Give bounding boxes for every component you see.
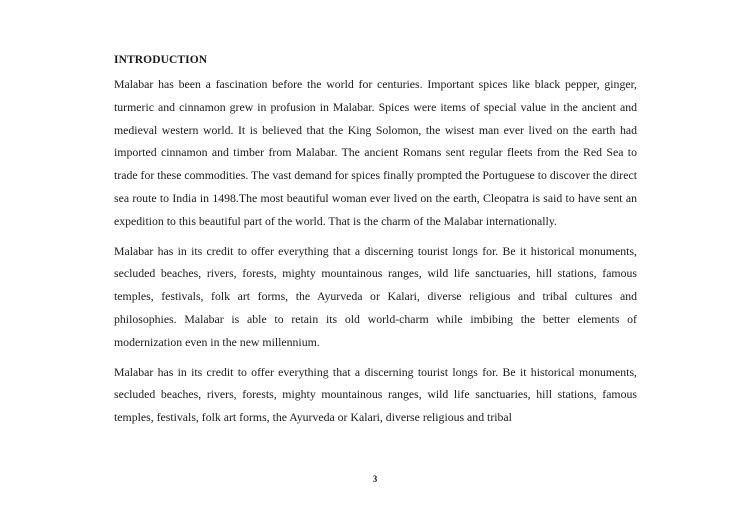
paragraph-2: Malabar has in its credit to offer everything that a discerning tourist longs for. Be it historical monuments, secluded beaches, rivers, forests, mighty mountainous ranges, wild life sanctuaries, hill stations, famous temples, festivals, folk art forms, the Ayurveda or Kalari, diverse religious and tribal cultures and philosophies. Malabar is able to retain its old world-charm while imbibing the better elements of modernization even in the new millennium. [114,243,637,349]
page-content [114,52,637,436]
paragraph-1: Malabar has been a fascination before the world for centuries. Important spices like black pepper, ginger, turmeric and cinnamon grew in profusion in Malabar. Spices were items of special value in the ancient and medieval western world. It is believed that the King Solomon, the wisest man ever lived on the earth had imported cinnamon and timber from Malabar. The ancient Romans sent regular fleets from the Red Sea to trade for these commodities. The vast demand for spices finally prompted the Portuguese to discover the direct sea route to India in 1498.The most beautiful woman ever lived on the earth, Cleopatra is said to have sent an expedition to this beautiful part of the world. That is the charm of the Malabar internationally. [114,77,637,228]
section-heading: INTRODUCTION [114,54,208,66]
paragraph-3: Malabar has in its credit to offer everything that a discerning tourist longs for. Be it historical monuments, secluded beaches, rivers, forests, mighty mountainous ranges, wild life sanctuaries, hill stations, famous temples, festivals, folk art forms, the Ayurveda or Kalari, diverse religious and tribal [114,364,637,425]
page-number: 3 [372,474,378,484]
